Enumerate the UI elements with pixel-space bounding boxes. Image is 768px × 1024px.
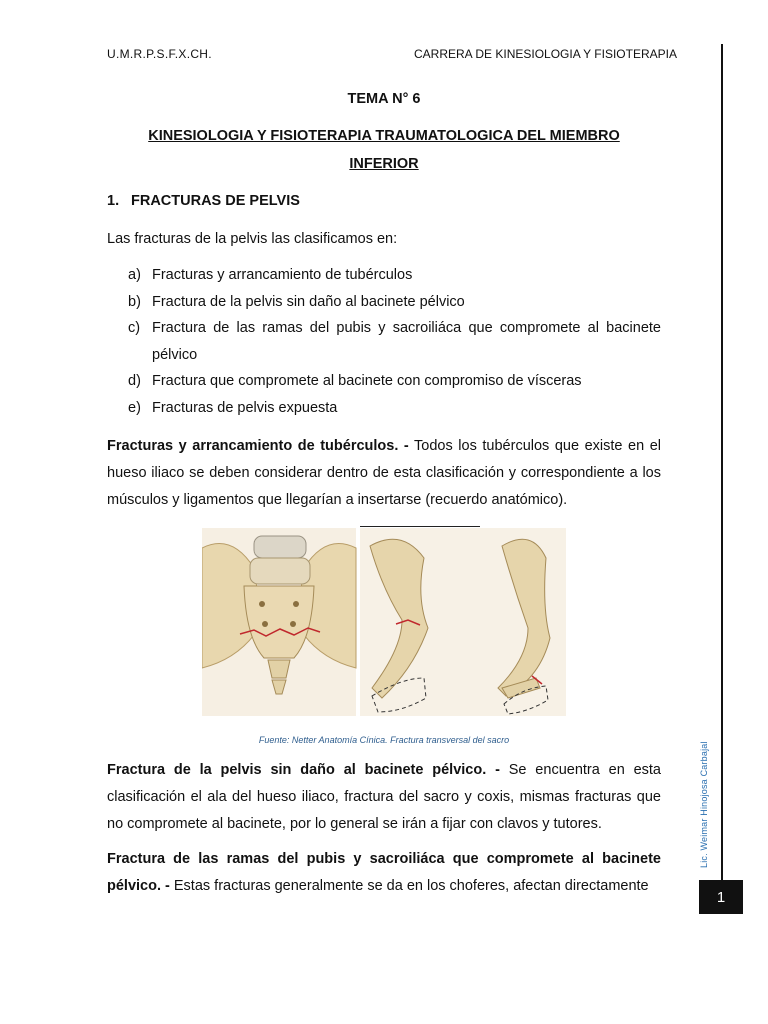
vertebra-body [250, 558, 310, 584]
list-item-label: a) [128, 267, 141, 283]
vertebra-disc [254, 536, 306, 558]
list-item-label: e) [128, 399, 141, 416]
list-item-text: Fractura de la pelvis sin daño al bacinete pélvico [152, 293, 465, 310]
header-institution: U.M.R.P.S.F.X.CH. [107, 47, 212, 61]
header-career: CARRERA DE KINESIOLOGIA Y FISIOTERAPIA [414, 47, 677, 61]
paragraph-body: Se encuentra en esta clasificación el ala del hueso iliaco, fractura del sacro y coxis, mismas fracturas que no compromete al bacinete, por lo general se irán a fijar con clavos y tutores. [107, 762, 661, 832]
list-item-label: b) [128, 293, 141, 310]
paragraph-body: Estas fracturas generalmente se da en los choferes, afectan directamente [169, 878, 649, 894]
intro-paragraph: Las fracturas de la pelvis las clasificamos en: [107, 231, 398, 247]
list-item-label: c) [128, 320, 141, 337]
list-item [128, 262, 661, 289]
document-title-line2: INFERIOR [349, 156, 419, 172]
list-item [128, 395, 661, 422]
section-number: 1. [107, 193, 120, 209]
list-item-text: Fractura que compromete al bacinete con compromiso de vísceras [152, 373, 582, 390]
paragraph-lead: Fracturas y arrancamiento de tubérculos. - [107, 438, 409, 454]
list-item-text: Fracturas de pelvis expuesta [152, 399, 338, 416]
list-item-label: d) [128, 373, 141, 390]
document-title-line1: KINESIOLOGIA Y FISIOTERAPIA TRAUMATOLOGICA DEL MIEMBRO [148, 128, 620, 144]
paragraph-lead: Fractura de las ramas del pubis y sacroiliáca que compromete al bacinete pélvico. - [107, 851, 661, 894]
list-item-text: Fractura de las ramas del pubis y sacroiliáca que compromete al bacinete pélvico [152, 320, 661, 363]
list-item [128, 315, 661, 368]
figure-top-rule [360, 526, 480, 527]
list-item-text: Fracturas y arrancamiento de tubérculos [152, 267, 413, 283]
fracture-classification-list [128, 262, 661, 422]
paragraph-pubic-rami [107, 846, 661, 900]
margin-line [721, 44, 723, 914]
author-sidebar: Lic. Weimar Hinojosa Carbajal [699, 741, 709, 868]
paragraph-tubercles [107, 433, 661, 514]
paragraph-pelvis-no-damage [107, 757, 661, 838]
list-item [128, 368, 661, 395]
paragraph-lead: Fractura de la pelvis sin daño al bacinete pélvico. - [107, 762, 500, 778]
section-heading [107, 193, 300, 209]
figure-caption: Fuente: Netter Anatomía Cínica. Fractura transversal del sacro [258, 735, 510, 745]
paragraph-body: Todos los tubérculos que existe en el hueso iliaco se deben considerar dentro de esta clasificación y correspondiente a los músculos y ligamentos que llegarían a insertarse (recuerdo anatómico). [107, 438, 661, 508]
sacrum-fracture-illustration [202, 528, 566, 716]
section-title: FRACTURAS DE PELVIS [131, 193, 300, 209]
list-item [128, 289, 661, 316]
topic-heading: TEMA N° 6 [347, 91, 421, 107]
page-number: 1 [699, 880, 743, 914]
